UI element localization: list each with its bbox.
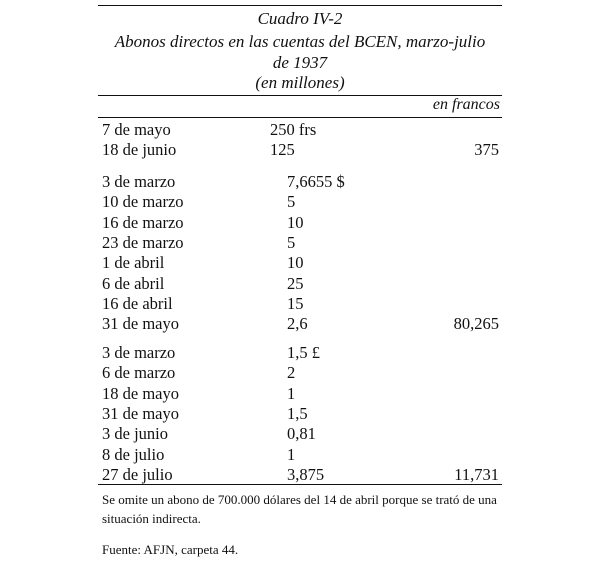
row-amount: 1,5: [287, 403, 308, 423]
table-caption: Cuadro IV-2: [257, 9, 343, 28]
row-date: 7 de mayo: [102, 120, 171, 139]
table-row: [0, 172, 600, 192]
row-amount: 1,5 £: [287, 343, 320, 362]
row-amount: 25: [287, 273, 304, 293]
row-date: 1 de abril: [102, 253, 165, 273]
row-date: 3 de junio: [102, 424, 168, 444]
table-title-line1: Abonos directos en las cuentas del BCEN, marzo-julio: [114, 32, 486, 51]
table-row: [0, 363, 600, 383]
row-amount: 2: [287, 363, 296, 383]
row-amount: 250 frs: [270, 120, 317, 139]
row-amount: 1: [287, 444, 296, 464]
row-amount: 15: [287, 293, 304, 313]
row-date: 16 de marzo: [102, 212, 184, 232]
row-date: 6 de abril: [102, 273, 165, 293]
row-amount: 7,6655 $: [287, 172, 345, 191]
row-date: 31 de mayo: [102, 314, 179, 334]
row-date: 23 de marzo: [102, 232, 184, 252]
row-date: 16 de abril: [102, 293, 173, 313]
row-date: 3 de marzo: [102, 172, 176, 191]
table-row: [0, 274, 600, 294]
row-date: 27 de julio: [102, 464, 173, 484]
source-note: Fuente: AFJN, carpeta 44.: [102, 542, 239, 557]
row-date: 6 de marzo: [102, 363, 176, 383]
footnote: Se omite un abono de 700.000 dólares del 14 de abril porque se trató de una situación indirecta.: [102, 492, 497, 526]
table-row: [0, 465, 600, 485]
row-date: 3 de marzo: [102, 343, 176, 362]
table-subtitle: (en millones): [255, 73, 345, 92]
row-total: 375: [474, 140, 499, 160]
table-row: [0, 192, 600, 212]
table-row: [0, 233, 600, 253]
table-row: [0, 120, 600, 140]
row-amount: 10: [287, 253, 304, 273]
row-amount: 0,81: [287, 424, 316, 444]
row-amount: 5: [287, 232, 296, 252]
row-date: 10 de marzo: [102, 192, 184, 212]
row-amount: 5: [287, 192, 296, 212]
unit-header: en francos: [432, 96, 500, 113]
row-amount: 125: [270, 140, 295, 160]
top-rule: [98, 5, 502, 6]
row-amount: 3,875: [287, 464, 325, 484]
row-date: 31 de mayo: [102, 403, 179, 423]
table-row: [0, 404, 600, 424]
row-amount: 2,6: [287, 314, 308, 334]
table-row: [0, 424, 600, 444]
row-total: 80,265: [453, 314, 499, 334]
row-date: 18 de junio: [102, 140, 177, 160]
table-title-line2: de 1937: [272, 53, 328, 72]
table-row: [0, 213, 600, 233]
row-amount: 1: [287, 383, 296, 403]
row-date: 18 de mayo: [102, 383, 179, 403]
table-row: [0, 294, 600, 314]
row-date: 8 de julio: [102, 444, 165, 464]
bottom-rule: [98, 484, 502, 485]
table-row: [0, 343, 600, 363]
table-row: [0, 140, 600, 160]
unit-rule: [98, 117, 502, 118]
row-amount: 10: [287, 212, 304, 232]
table-row: [0, 384, 600, 404]
table-row: [0, 253, 600, 273]
table-row: [0, 445, 600, 465]
row-total: 11,731: [454, 464, 499, 484]
table-row: [0, 314, 600, 334]
